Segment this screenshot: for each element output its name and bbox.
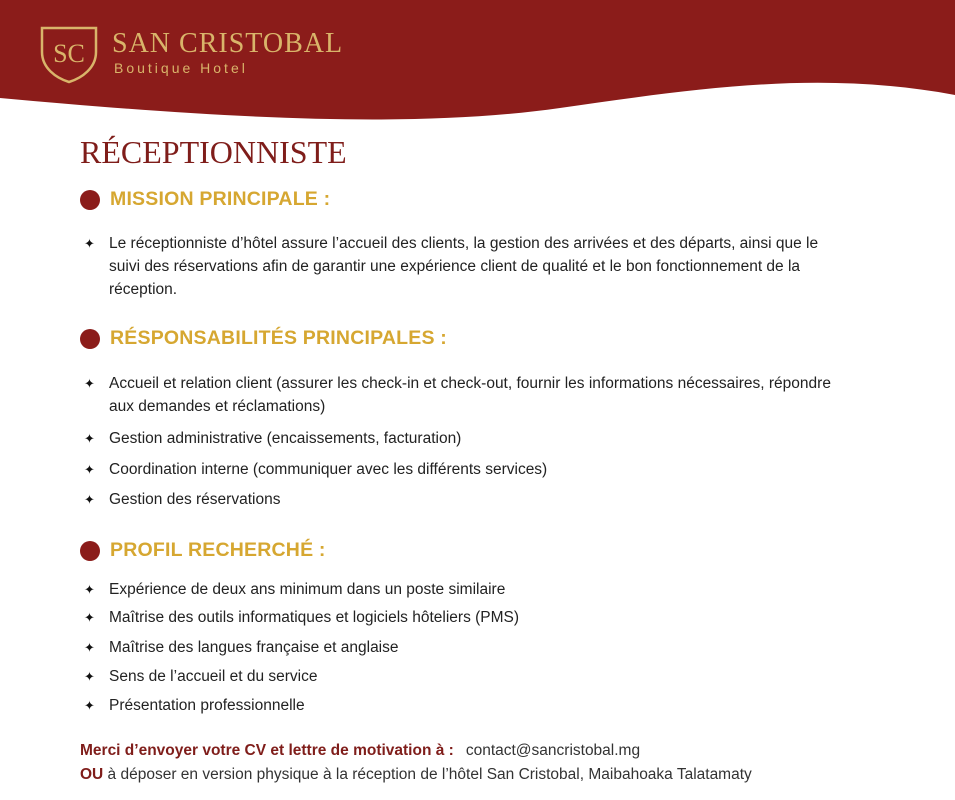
hotel-crest-logo <box>36 22 102 84</box>
section-profile-title: PROFIL RECHERCHÉ : <box>110 539 326 561</box>
list-item <box>84 458 844 481</box>
section-bullet-dot <box>80 329 100 349</box>
star-bullet-icon: ✦ <box>84 376 95 391</box>
application-instructions-line <box>80 740 640 762</box>
list-item <box>84 232 844 301</box>
section-bullet-dot <box>80 190 100 210</box>
section-profile-heading <box>80 539 326 562</box>
job-title: RÉCEPTIONNISTE <box>80 134 347 170</box>
list-item <box>84 578 844 601</box>
profile-text: Maîtrise des langues française et anglaise <box>109 639 399 656</box>
list-item <box>84 488 844 511</box>
star-bullet-icon: ✦ <box>84 462 95 477</box>
responsibility-text: Accueil et relation client (assurer les check-in et check-out, fournir les informations nécessaires, répondre aux demandes et réclamations) <box>109 375 831 415</box>
section-bullet-dot <box>80 541 100 561</box>
star-bullet-icon: ✦ <box>84 640 95 655</box>
responsibility-text: Gestion administrative (encaissements, facturation) <box>109 430 462 447</box>
star-bullet-icon: ✦ <box>84 582 95 597</box>
star-bullet-icon: ✦ <box>84 610 95 625</box>
brand-subtitle: Boutique Hotel <box>114 60 248 76</box>
responsibility-text: Gestion des réservations <box>109 491 281 508</box>
section-mission-title: MISSION PRINCIPALE : <box>110 188 331 210</box>
section-responsibilities-heading <box>80 327 447 350</box>
brand-name: SAN CRISTOBAL <box>112 28 344 59</box>
responsibility-text: Coordination interne (communiquer avec les différents services) <box>109 461 548 478</box>
contact-email-link[interactable]: contact@sancristobal.mg <box>465 742 641 759</box>
star-bullet-icon: ✦ <box>84 492 95 507</box>
profile-text: Expérience de deux ans minimum dans un poste similaire <box>109 581 506 598</box>
mission-text: Le réceptionniste d’hôtel assure l’accueil des clients, la gestion des arrivées et des départs, ainsi que le suivi des réservations afin de garantir une expérience client de qualité et le bon fonctionnement de la réception. <box>109 235 819 298</box>
list-item <box>84 636 844 659</box>
section-mission-heading <box>80 188 330 211</box>
list-item <box>84 606 844 629</box>
profile-text: Sens de l’accueil et du service <box>109 668 318 685</box>
star-bullet-icon: ✦ <box>84 698 95 713</box>
application-instructions: Merci d’envoyer votre CV et lettre de motivation à : <box>80 742 454 759</box>
logo-monogram: SC <box>53 39 85 68</box>
physical-submission-line <box>80 764 752 786</box>
star-bullet-icon: ✦ <box>84 236 95 251</box>
list-item <box>84 665 844 688</box>
list-item <box>84 427 844 450</box>
profile-text: Présentation professionnelle <box>109 697 305 714</box>
star-bullet-icon: ✦ <box>84 431 95 446</box>
section-responsibilities-title: RÉSPONSABILITÉS PRINCIPALES : <box>110 327 447 349</box>
list-item <box>84 694 844 717</box>
list-item <box>84 372 844 418</box>
profile-text: Maîtrise des outils informatiques et logiciels hôteliers (PMS) <box>109 609 520 626</box>
physical-submission-text: à déposer en version physique à la réception de l’hôtel San Cristobal, Maibahoaka Talatamaty <box>103 766 752 783</box>
star-bullet-icon: ✦ <box>84 669 95 684</box>
or-label: OU <box>80 766 104 783</box>
